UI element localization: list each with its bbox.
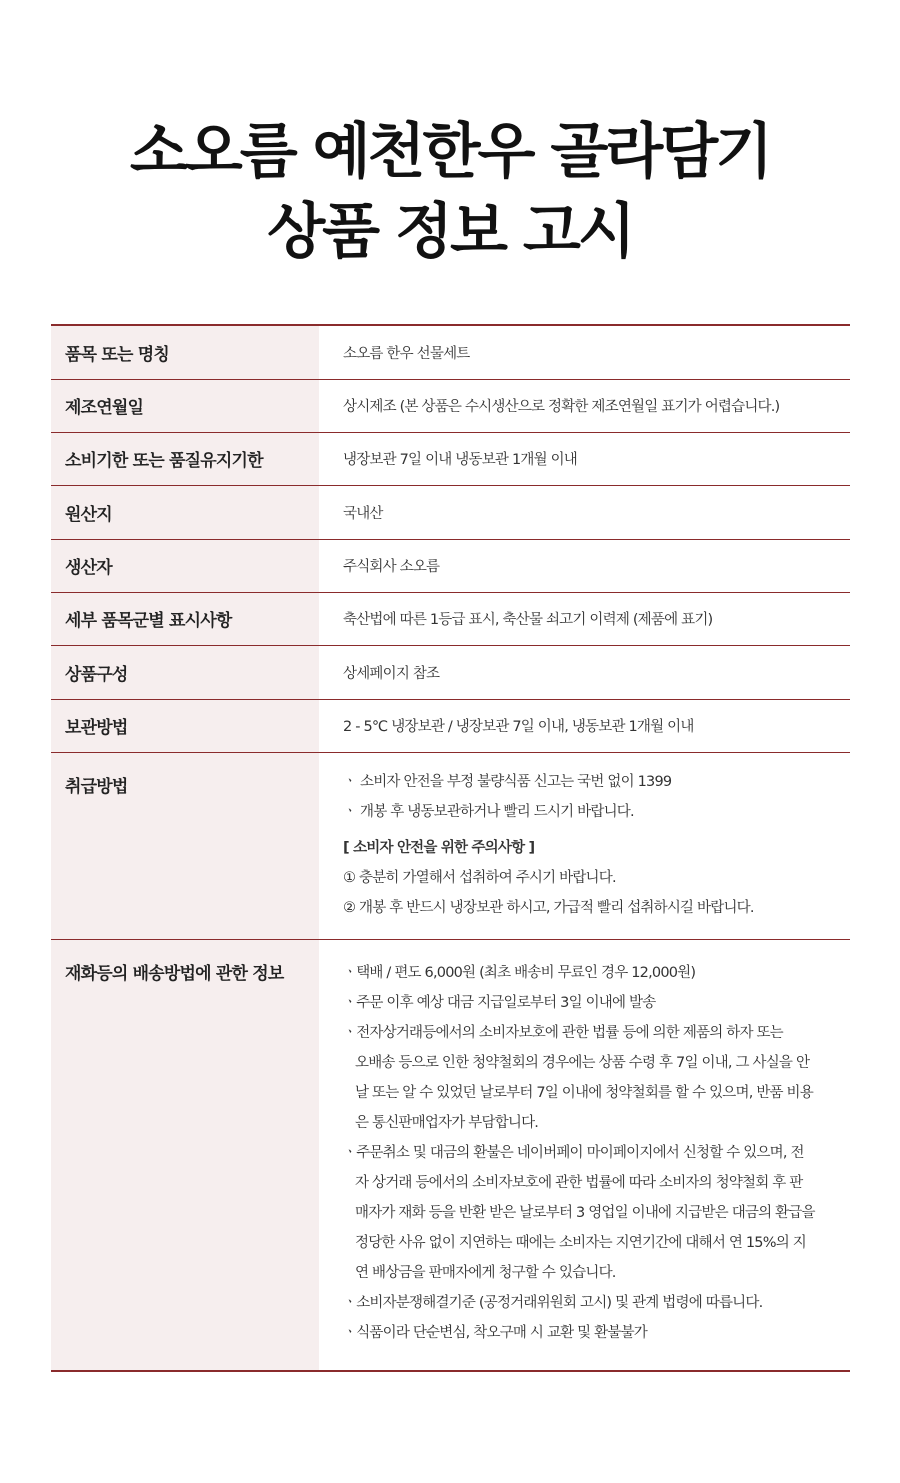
delivery-line: 은 통신판매업자가 부담합니다.	[355, 1114, 539, 1131]
row-label: 상품구성	[51, 645, 319, 699]
row-value: 국내산	[319, 485, 850, 539]
row-label: 취급방법	[51, 752, 319, 939]
page-title	[0, 112, 900, 272]
table-row-handling	[51, 752, 850, 939]
product-info-table	[51, 324, 850, 1372]
delivery-item	[343, 1018, 846, 1138]
row-value: 주식회사 소오름	[319, 539, 850, 592]
delivery-item	[343, 1138, 846, 1288]
row-value: 냉장보관 7일 이내 냉동보관 1개월 이내	[319, 432, 850, 485]
delivery-line: 자 상거래 등에서의 소비자보호에 관한 법률에 따라 소비자의 청약철회 후 판	[355, 1174, 803, 1191]
row-value-delivery	[319, 939, 850, 1371]
row-value: 상세페이지 참조	[319, 645, 850, 699]
title-line-1: 소오름 예천한우 골라담기	[129, 117, 771, 187]
caution-title: [ 소비자 안전을 위한 주의사항 ]	[343, 839, 535, 856]
table-row-expiration	[51, 432, 850, 485]
row-label: 원산지	[51, 485, 319, 539]
row-label: 세부 품목군별 표시사항	[51, 592, 319, 645]
row-label: 재화등의 배송방법에 관한 정보	[51, 939, 319, 1371]
delivery-line: ㆍ택배 / 편도 6,000원 (최초 배송비 무료인 경우 12,000원)	[343, 964, 696, 981]
row-value: 2 - 5℃ 냉장보관 / 냉장보관 7일 이내, 냉동보관 1개월 이내	[319, 699, 850, 752]
delivery-line: 정당한 사유 없이 지연하는 때에는 소비자는 지연기간에 대해서 연 15%의 지	[355, 1234, 806, 1251]
delivery-item	[343, 1288, 846, 1318]
row-value: 상시제조 (본 상품은 수시생산으로 정확한 제조연월일 표기가 어렵습니다.)	[319, 379, 850, 432]
table-row-item-name	[51, 325, 850, 379]
table-row-producer	[51, 539, 850, 592]
row-label: 품목 또는 명칭	[51, 325, 319, 379]
delivery-item	[343, 1318, 846, 1348]
table-row-manufacture-date	[51, 379, 850, 432]
table-row-composition	[51, 645, 850, 699]
delivery-line: 오배송 등으로 인한 청약철회의 경우에는 상품 수령 후 7일 이내, 그 사실을 안	[355, 1054, 810, 1071]
title-line-2: 상품 정보 고시	[267, 197, 633, 267]
table-row-detail-labeling	[51, 592, 850, 645]
row-label: 제조연월일	[51, 379, 319, 432]
handling-line: ㆍ 개봉 후 냉동보관하거나 빨리 드시기 바랍니다.	[343, 803, 634, 820]
delivery-line: 날 또는 알 수 있었던 날로부터 7일 이내에 청약철회를 할 수 있으며, 반품 비용	[355, 1084, 813, 1101]
handling-line: ㆍ 소비자 안전을 부정 불량식품 신고는 국번 없이 1399	[343, 773, 672, 790]
delivery-line: 매자가 재화 등을 반환 받은 날로부터 3 영업일 이내에 지급받은 대금의 환급을	[355, 1204, 815, 1221]
caution-item: ② 개봉 후 반드시 냉장보관 하시고, 가급적 빨리 섭취하시길 바랍니다.	[343, 899, 754, 916]
row-value-handling	[319, 752, 850, 939]
row-label: 보관방법	[51, 699, 319, 752]
delivery-line: ㆍ소비자분쟁해결기준 (공정거래위원회 고시) 및 관계 법령에 따릅니다.	[343, 1294, 763, 1311]
delivery-item	[343, 958, 846, 988]
table-row-storage	[51, 699, 850, 752]
delivery-line: ㆍ주문 이후 예상 대금 지급일로부터 3일 이내에 발송	[343, 994, 656, 1011]
delivery-item	[343, 988, 846, 1018]
delivery-line: ㆍ전자상거래등에서의 소비자보호에 관한 법률 등에 의한 제품의 하자 또는	[343, 1024, 783, 1041]
row-value: 축산법에 따른 1등급 표시, 축산물 쇠고기 이력제 (제품에 표기)	[319, 592, 850, 645]
table-row-origin	[51, 485, 850, 539]
delivery-line: 연 배상금을 판매자에게 청구할 수 있습니다.	[355, 1264, 616, 1281]
row-label: 생산자	[51, 539, 319, 592]
table-row-delivery	[51, 939, 850, 1371]
delivery-line: ㆍ식품이라 단순변심, 착오구매 시 교환 및 환불불가	[343, 1324, 648, 1341]
row-value: 소오름 한우 선물세트	[319, 325, 850, 379]
delivery-line: ㆍ주문취소 및 대금의 환불은 네이버페이 마이페이지에서 신청할 수 있으며, 전	[343, 1144, 804, 1161]
caution-item: ① 충분히 가열해서 섭취하여 주시기 바랍니다.	[343, 869, 616, 886]
row-label: 소비기한 또는 품질유지기한	[51, 432, 319, 485]
